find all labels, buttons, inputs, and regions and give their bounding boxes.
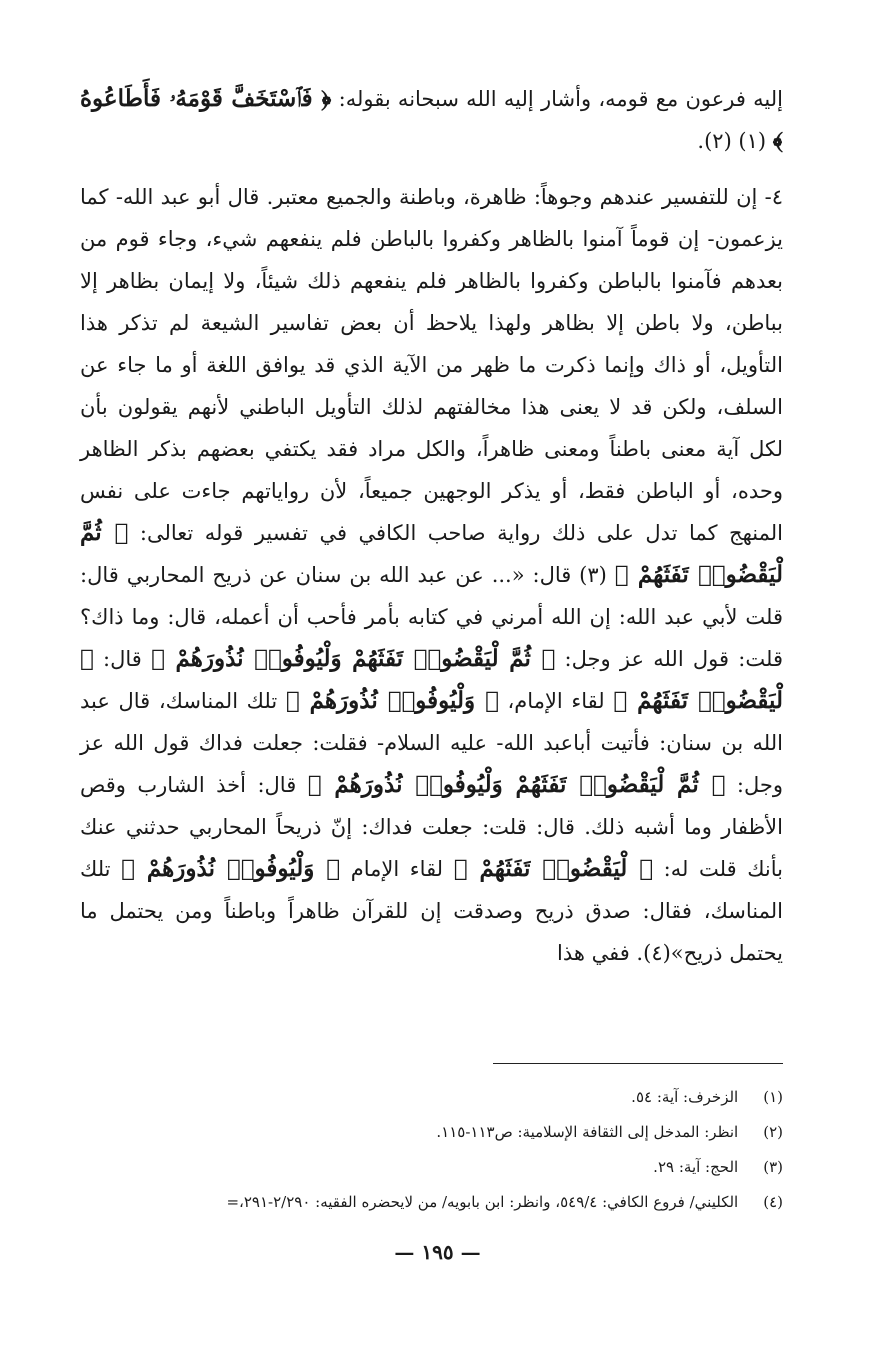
page-number: — ١٩٥ —	[394, 1240, 481, 1264]
quran-verse: ﴿ ثُمَّ لْيَقْضُوا۟ تَفَثَهُمْ ﴾	[80, 519, 783, 588]
quran-verse: ﴿ وَلْيُوفُوا۟ نُذُورَهُمْ ﴾	[285, 687, 499, 714]
text-span: قال: أخذ الشارب وقص الأظفار وما أشبه ذلك. قال: قلت: جعلت فداك: إنّ ذريحاً المحاربي حدثني عنك بأنك قلت له:	[80, 773, 784, 881]
footnote-text: الحج: آية: ٢٩.	[653, 1158, 739, 1176]
paragraph-1	[80, 78, 783, 162]
footnote-divider	[493, 1063, 783, 1064]
footnote-text: انظر: المدخل إلى الثقافة الإسلامية: ص١١٣-١١٥.	[436, 1123, 739, 1141]
footnote-number: (٢)	[763, 1123, 783, 1141]
footnotes-list	[80, 1080, 783, 1220]
footnote-item	[80, 1150, 783, 1185]
text-span: ٤- إن للتفسير عندهم وجوهاً: ظاهرة، وباطنة والجميع معتبر. قال أبو عبد الله- كما يزعمون- إن قوماً آمنوا بالظاهر وكفروا بالباطن فلم ينفعهم شيء، وجاء قوم من بعدهم فآمنوا بالباطن وكفروا بالظاهر فلم ينفعهم ذلك شيئاً، ولا إيمان بظاهر إلا بباطن، ولا باطن إلا بظاهر ولهذا يلاحظ أن بعض تفاسير الشيعة لم تذكر هذا التأويل، أو ذاك وإنما ذكرت ما ظهر من الآية الذي قد يوافق اللغة أو ما جاء عن السلف، ولكن قد لا يعنى هذا مخالفتهم لذلك التأويل الباطني لأنهم يقولون بأن لكل آية معنى باطناً ومعنى ظاهراً، والكل مراد فقد يكتفي بعضهم بذكر الظاهر وحده، أو الباطن فقط، أو يذكر الوجهين جميعاً، لأن رواياتهم جاءت على نفس المنهج كما تدل على ذلك رواية صاحب الكافي في تفسير قوله تعالى:	[80, 185, 784, 545]
paragraph-2	[80, 176, 783, 974]
text-span: تلك المناسك، قال عبد الله بن سنان: فأتيت أباعبد الله- عليه السلام- فقلت: جعلت فداك قول الله عز وجل:	[80, 689, 783, 797]
paragraph-gap	[80, 162, 783, 176]
footnote-number: (٤)	[763, 1193, 783, 1211]
quran-verse: ﴿ وَلْيُوفُوا۟ نُذُورَهُمْ ﴾	[121, 855, 341, 882]
text-span: لقاء الإمام،	[498, 689, 605, 713]
footnote-text: الزخرف: آية: ٥٤.	[631, 1088, 739, 1106]
footnote-ref: (١) (٢).	[697, 129, 767, 153]
quran-verse: ﴿ لْيَقْضُوا۟ تَفَثَهُمْ ﴾	[453, 855, 654, 882]
text-span: (٣) قال: «... عن عبد الله بن سنان عن ذريح المحاربي قال: قلت لأبي عبد الله: إن الله أمرني في كتابه بأمر فأحب أن أعمله، قال: وما ذاك؟ قلت: قول الله عز وجل:	[80, 563, 783, 671]
text-span: قال:	[93, 647, 142, 671]
quran-verse: ﴿ لْيَقْضُوا۟ تَفَثَهُمْ ﴾	[80, 645, 783, 714]
footnote-number: (١)	[763, 1088, 783, 1106]
text-span: إليه فرعون مع قومه، وأشار إليه الله سبحانه بقوله:	[338, 87, 783, 111]
footnote-text: الكليني/ فروع الكافي: ٥٤٩/٤، وانظر: ابن بابويه/ من لايحضره الفقيه: ٢/٢٩٠-٢٩١،=	[226, 1193, 739, 1211]
quran-verse: ﴿ ثُمَّ لْيَقْضُوا۟ تَفَثَهُمْ وَلْيُوفُوا۟ نُذُورَهُمْ ﴾	[307, 771, 726, 798]
quran-verse: ﴿ فَٱسْتَخَفَّ قَوْمَهُۥ فَأَطَاعُوهُ ﴾	[80, 85, 783, 154]
footnote-item	[80, 1115, 783, 1150]
footnote-item	[80, 1185, 783, 1220]
quran-verse: ﴿ ثُمَّ لْيَقْضُوا۟ تَفَثَهُمْ وَلْيُوفُوا۟ نُذُورَهُمْ ﴾	[151, 645, 556, 672]
main-text	[80, 78, 783, 974]
footnote-number: (٣)	[763, 1158, 783, 1176]
footnote-item	[80, 1080, 783, 1115]
text-span: تلك المناسك، فقال: صدق ذريح وصدقت إن للقرآن ظاهراً وباطناً ومن يحتمل ما يحتمل ذريح»(٤). ففي هذا	[80, 857, 783, 965]
text-span: لقاء الإمام	[340, 857, 444, 881]
